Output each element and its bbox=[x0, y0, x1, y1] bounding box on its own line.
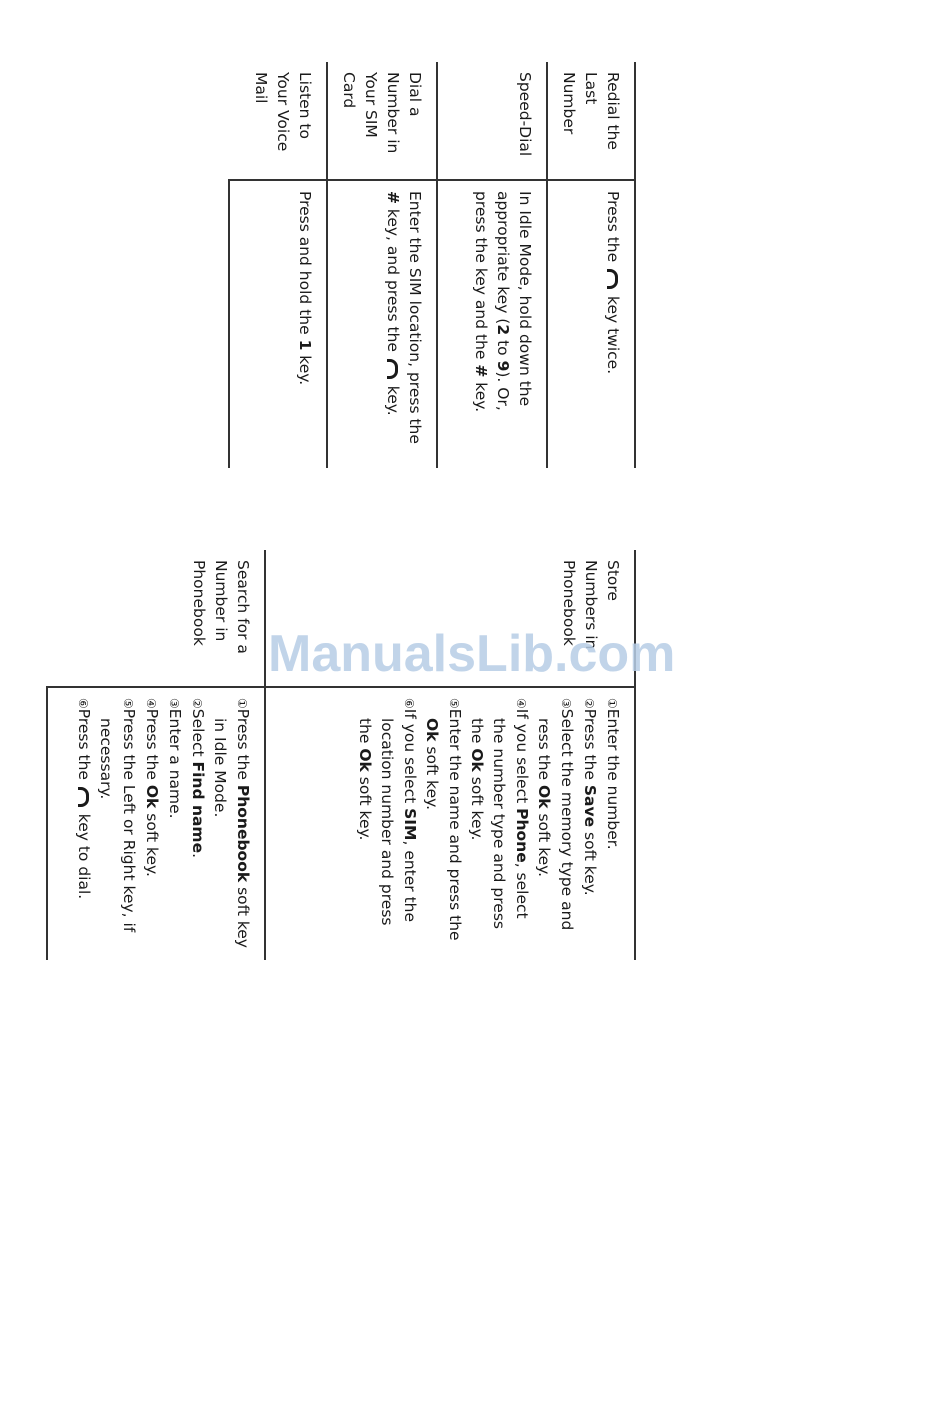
list-item: ④Press the Ok soft key. bbox=[143, 698, 161, 877]
table-row bbox=[437, 62, 547, 468]
row-label: Redial the Last Number bbox=[547, 62, 635, 180]
table-row bbox=[547, 62, 635, 468]
list-item: ①Enter the number. bbox=[604, 698, 622, 850]
table-row bbox=[327, 62, 437, 468]
row-label: Dial a Number in Your SIM Card bbox=[327, 62, 437, 180]
list-item: ⑥If you select SIM, enter the location number and press the Ok soft key. bbox=[356, 698, 419, 926]
quick-reference-table-2 bbox=[46, 550, 636, 960]
row-description: Press the key twice. bbox=[547, 180, 635, 468]
list-item: ③Select the memory type and ress the Ok soft key. bbox=[535, 698, 576, 931]
row-label: Speed-Dial bbox=[437, 62, 547, 180]
list-item: ①Press the Phonebook soft key in Idle Mode. bbox=[211, 698, 252, 948]
row-description bbox=[47, 687, 265, 960]
quick-reference-table-1 bbox=[232, 62, 636, 468]
row-description bbox=[265, 687, 635, 960]
row-description: In Idle Mode, hold down the appropriate key (2 to 9). Or, press the key and the # key. bbox=[437, 180, 547, 468]
list-item: ②Select Find name. bbox=[189, 698, 207, 859]
table-row bbox=[229, 62, 327, 468]
row-label: Store Numbers in Phonebook bbox=[265, 550, 635, 687]
list-item: ④If you select Phone, select the number type and press the Ok soft key. bbox=[468, 698, 531, 929]
row-label: Listen to Your Voice Mail bbox=[229, 62, 327, 180]
list-item: ③Enter a name. bbox=[166, 698, 184, 819]
step-list bbox=[354, 698, 624, 948]
row-label: Search for a Number in Phonebook bbox=[47, 550, 265, 687]
list-item: ②Press the Save soft key. bbox=[581, 698, 599, 896]
list-item: ⑤Enter the name and press the Ok soft key. bbox=[423, 698, 464, 941]
send-key-icon bbox=[387, 359, 398, 379]
send-key-icon bbox=[607, 269, 618, 289]
send-key-icon bbox=[78, 787, 89, 807]
row-description: Enter the SIM location, press the # key, and press the key. bbox=[327, 180, 437, 468]
watermark-logo: ManualsLib.com bbox=[268, 625, 676, 683]
step-list bbox=[72, 698, 254, 948]
row-description: Press and hold the 1 key. bbox=[229, 180, 327, 468]
list-item: ⑤Press the Left or Right key, if necessary. bbox=[97, 698, 138, 933]
table-row bbox=[47, 550, 265, 960]
table-row bbox=[265, 550, 635, 960]
list-item: ⑥Press the key to dial. bbox=[75, 698, 93, 900]
